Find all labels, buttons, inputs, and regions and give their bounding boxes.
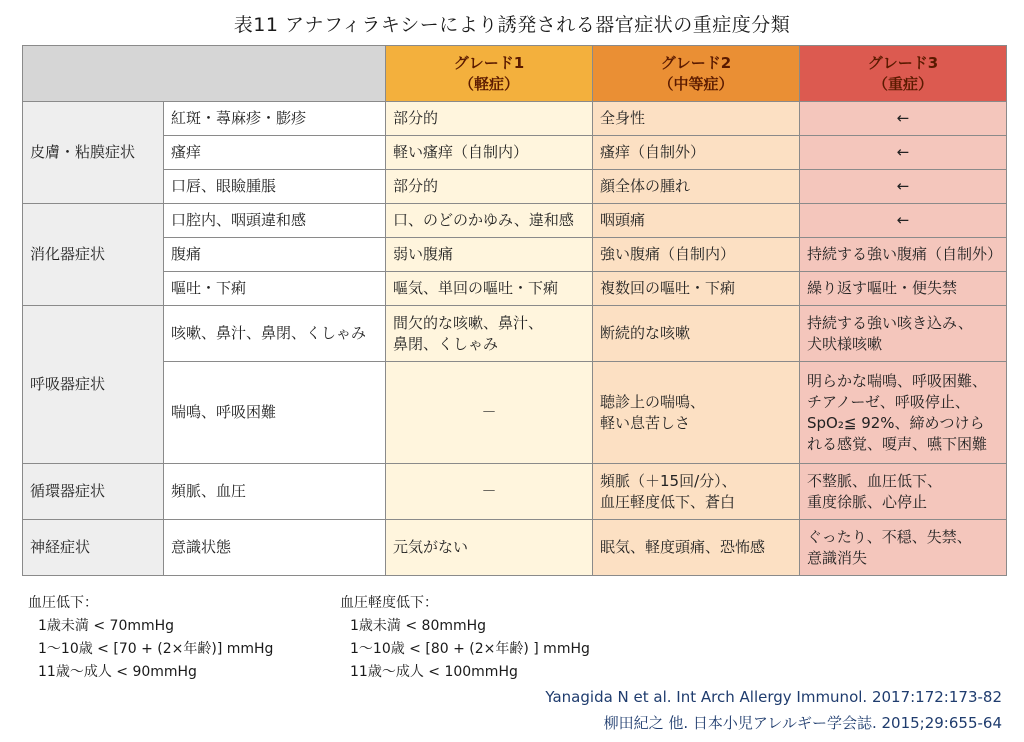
grade3-cell: ぐったり、不穏、失禁、 意識消失 (800, 520, 1007, 576)
table-row (23, 136, 1007, 170)
arrow-left-icon: ← (896, 109, 910, 127)
category-skin: 皮膚・粘膜症状 (23, 102, 164, 204)
notes-right (340, 592, 590, 684)
notes-line: 1歳未満 < 80mmHg (350, 618, 487, 634)
grade3-cell (800, 102, 1007, 136)
table-row (23, 238, 1007, 272)
notes-line: 11歳～成人 < 90mmHg (38, 664, 197, 680)
arrow-left-icon: ← (896, 211, 910, 229)
symptom-cell: 瘙痒 (164, 136, 386, 170)
grade2-cell: 顔全体の腫れ (593, 170, 800, 204)
grade2-cell: 聴診上の喘鳴、 軽い息苦しさ (593, 362, 800, 464)
symptom-cell: 嘔吐・下痢 (164, 272, 386, 306)
symptom-cell: 頻脈、血圧 (164, 464, 386, 520)
grade2-cell: 複数回の嘔吐・下痢 (593, 272, 800, 306)
header-grade3-label: グレード3 (867, 53, 939, 72)
grade2-cell: 眠気、軽度頭痛、恐怖感 (593, 520, 800, 576)
symptom-cell: 意識状態 (164, 520, 386, 576)
notes-left-heading: 血圧低下： (28, 595, 98, 611)
table-row (23, 306, 1007, 362)
header-grade1-sub: （軽症） (458, 74, 519, 93)
header-grade2 (593, 46, 800, 102)
symptom-cell: 腹痛 (164, 238, 386, 272)
grade1-cell (386, 464, 593, 520)
table-row (23, 520, 1007, 576)
notes-line: 11歳～成人 < 100mmHg (350, 664, 518, 680)
grade1-cell: 間欠的な咳嗽、鼻汁、 鼻閉、くしゃみ (386, 306, 593, 362)
header-grade3-sub: （重症） (872, 74, 933, 93)
grade3-cell (800, 136, 1007, 170)
notes-line: 1歳未満 < 70mmHg (38, 618, 175, 634)
header-grade2-sub: （中等症） (658, 74, 734, 93)
grade1-cell: 嘔気、単回の嘔吐・下痢 (386, 272, 593, 306)
table-row (23, 464, 1007, 520)
grade2-cell: 瘙痒（自制外） (593, 136, 800, 170)
grade1-cell (386, 362, 593, 464)
grade1-cell: 口、のどのかゆみ、違和感 (386, 204, 593, 238)
table-row (23, 204, 1007, 238)
grade1-cell: 部分的 (386, 102, 593, 136)
header-grade1 (386, 46, 593, 102)
table-row (23, 362, 1007, 464)
grade3-cell (800, 170, 1007, 204)
arrow-left-icon: ← (896, 177, 910, 195)
reference-english: Yanagida N et al. Int Arch Allergy Immunol. 2017:172:173-82 (545, 688, 1002, 706)
arrow-left-icon: ← (896, 143, 910, 161)
symptom-cell: 咳嗽、鼻汁、鼻閉、くしゃみ (164, 306, 386, 362)
grade2-cell: 強い腹痛（自制内） (593, 238, 800, 272)
category-circulatory: 循環器症状 (23, 464, 164, 520)
notes-right-heading: 血圧軽度低下： (340, 595, 438, 611)
grade3-cell: 不整脈、血圧低下、 重度徐脈、心停止 (800, 464, 1007, 520)
notes-line: 1～10歳 < [80 + (2×年齢) ] mmHg (350, 641, 590, 657)
page-title: 表11 アナフィラキシーにより誘発される器官症状の重症度分類 (233, 14, 791, 36)
grade3-cell: 持続する強い咳き込み、 犬吠様咳嗽 (800, 306, 1007, 362)
grade2-cell: 咽頭痛 (593, 204, 800, 238)
grade1-cell: 軽い瘙痒（自制内） (386, 136, 593, 170)
category-digestive: 消化器症状 (23, 204, 164, 306)
grade2-cell: 頻脈（＋15回/分）、 血圧軽度低下、蒼白 (593, 464, 800, 520)
category-respiratory: 呼吸器症状 (23, 306, 164, 464)
grade1-cell: 元気がない (386, 520, 593, 576)
notes-left (28, 592, 273, 684)
header-grade1-label: グレード1 (453, 53, 525, 72)
grade2-cell: 断続的な咳嗽 (593, 306, 800, 362)
table-row (23, 102, 1007, 136)
grade2-cell: 全身性 (593, 102, 800, 136)
severity-table (22, 45, 1007, 576)
symptom-cell: 口腔内、咽頭違和感 (164, 204, 386, 238)
table-row (23, 272, 1007, 306)
header-grade3 (800, 46, 1007, 102)
grade3-cell: 繰り返す嘔吐・便失禁 (800, 272, 1007, 306)
table-row (23, 170, 1007, 204)
notes-line: 1～10歳 < [70 + (2×年齢)] mmHg (38, 641, 274, 657)
grade3-cell: 明らかな喘鳴、呼吸困難、 チアノーゼ、呼吸停止、 SpO₂≦ 92%、締めつけら れる感覚、嗄声、嚥下困難 (800, 362, 1007, 464)
grade1-cell: 弱い腹痛 (386, 238, 593, 272)
grade3-cell: 持続する強い腹痛（自制外） (800, 238, 1007, 272)
symptom-cell: 口唇、眼瞼腫脹 (164, 170, 386, 204)
symptom-cell: 紅斑・蕁麻疹・膨疹 (164, 102, 386, 136)
header-grade2-label: グレード2 (660, 53, 732, 72)
dash-icon: － (481, 403, 497, 421)
dash-icon: － (481, 482, 497, 500)
grade1-cell: 部分的 (386, 170, 593, 204)
reference-japanese: 柳田紀之 他. 日本小児アレルギー学会誌. 2015;29:655-64 (603, 714, 1002, 732)
header-empty-cell (23, 46, 386, 102)
category-neurological: 神経症状 (23, 520, 164, 576)
grade3-cell (800, 204, 1007, 238)
symptom-cell: 喘鳴、呼吸困難 (164, 362, 386, 464)
